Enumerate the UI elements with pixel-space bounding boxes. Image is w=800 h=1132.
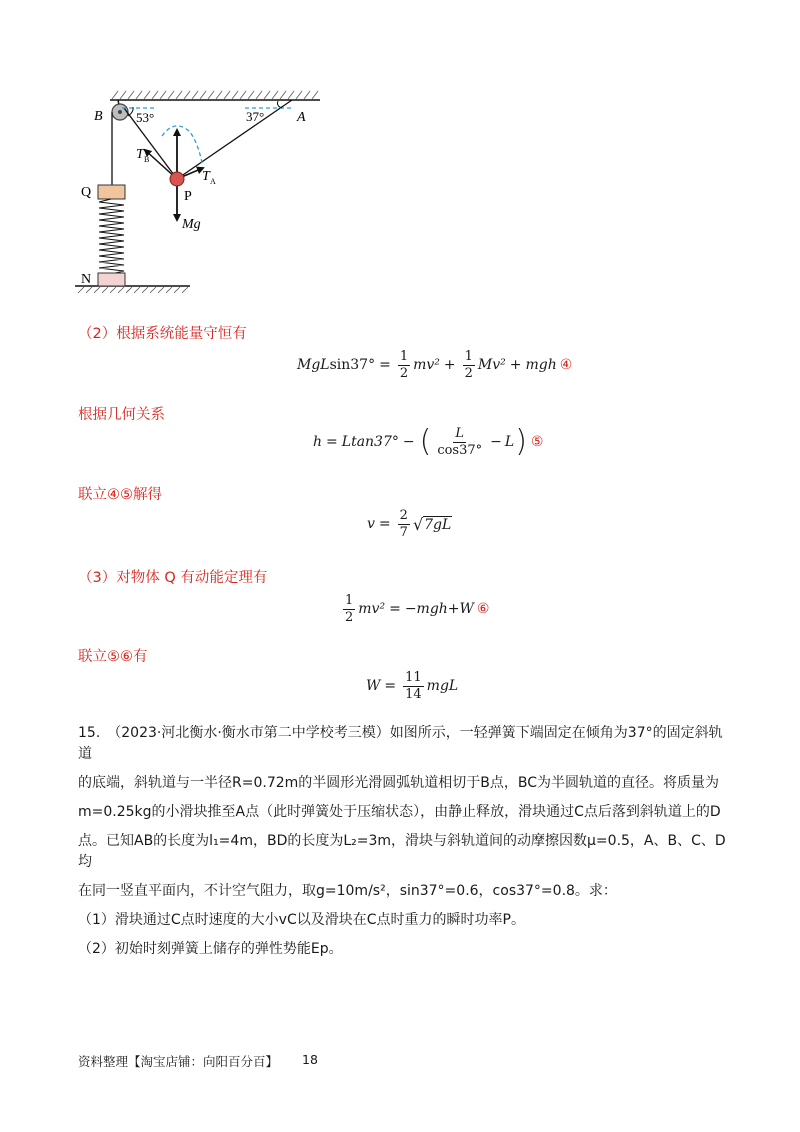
eqw-equals: = [384, 678, 397, 695]
question-2: （2）初始时刻弹簧上储存的弹性势能Ep。 [78, 941, 343, 957]
ground [75, 286, 190, 293]
problem-line-3: m=0.25kg的小滑块推至A点（此时弹簧处于压缩状态），由静止释放，滑块通过C点后落到斜轨道上的D [78, 804, 721, 820]
problem-line-4: 点。已知AB的长度为l₁=4m，BD的长度为L₂=3m，滑块与斜轨道间的动摩擦因数μ=0.5，A、B、C、D均 [78, 833, 726, 870]
eq5-equals: = [326, 434, 338, 451]
equation-w [366, 671, 458, 701]
block-q [98, 185, 125, 199]
eq6-term1: mv² [358, 601, 386, 618]
eq5-inner-minus: − [490, 434, 502, 451]
combine-heading-45: 联立④⑤解得 [78, 487, 162, 503]
eq4-term1: mv² [413, 357, 440, 374]
block-n [98, 273, 125, 286]
eq5-lparen: ( [419, 424, 432, 460]
sqrt-icon: √ [412, 514, 424, 534]
label-ta-sub: A [210, 177, 216, 186]
eq4-frac1: $\frac{1}{2}$ [399, 349, 409, 381]
label-b: B [94, 109, 103, 124]
part2-heading: （2）根据系统能量守恒有 [78, 326, 247, 342]
label-ta: T [202, 169, 210, 184]
eq4-lhs: MgL [297, 357, 330, 374]
label-angle-b: 53° [136, 110, 155, 125]
label-mg: Mg [182, 217, 201, 232]
eq4-plus1: + [443, 357, 456, 374]
eqv-equals: = [378, 516, 391, 533]
ceiling [110, 91, 320, 100]
footer-source: 资料整理【淘宝店铺：向阳百分百】 [78, 1054, 279, 1069]
eq4-sin: sin37° [329, 357, 376, 374]
rope-ap [177, 100, 292, 179]
physics-diagram [70, 88, 330, 303]
eq4-tag: ④ [559, 357, 573, 374]
eq4-term3: mgh [525, 357, 557, 374]
eqv-lhs: v [367, 516, 375, 533]
geometry-heading: 根据几何关系 [78, 407, 165, 423]
eq4-plus2: + [509, 357, 522, 374]
problem-15 [78, 723, 728, 960]
page-number: 18 [302, 1052, 318, 1067]
eq5-term1: Ltan37° [341, 434, 399, 451]
equation-v [367, 509, 452, 539]
eqw-frac: $\frac{11}{14}$ [405, 670, 422, 702]
eqv-frac: $\frac{2}{7}$ [399, 508, 408, 540]
eq6-equals: = [389, 601, 401, 618]
problem-line-1: 15. （2023·河北衡水·衡水市第二中学校考三模）如图所示，一轻弹簧下端固定在倾角为37°的固定斜轨道 [78, 725, 723, 762]
eq5-tag: ⑤ [530, 434, 544, 451]
eq5-inner-l: L [504, 434, 515, 451]
equation-4 [297, 350, 572, 380]
label-angle-a: 37° [246, 109, 265, 124]
eq6-rhs: −mgh+W [404, 601, 474, 618]
eq5-lhs: h [313, 434, 323, 451]
label-q: Q [81, 185, 92, 200]
question-1: （1）滑块通过C点时速度的大小vC以及滑块在C点时重力的瞬时功率P。 [78, 912, 525, 928]
label-tb-sub: B [144, 155, 150, 164]
eq5-frac: $\frac{L}{\cos 37^\circ}$ [437, 426, 483, 458]
eqv-root: 7gL [424, 516, 452, 533]
label-n: N [81, 272, 92, 287]
eq4-equals: = [379, 357, 391, 374]
eq5-minus: − [402, 434, 415, 451]
label-tb: T [136, 147, 144, 162]
label-p: P [184, 189, 192, 204]
eq4-frac2: $\frac{1}{2}$ [464, 349, 473, 381]
equation-6 [340, 594, 489, 624]
mass-p [170, 172, 184, 186]
eq4-term2: Mv² [477, 357, 506, 374]
equation-5 [313, 424, 544, 460]
eq6-frac: $\frac{1}{2}$ [345, 593, 354, 625]
eqw-rhs: mgL [426, 678, 459, 695]
problem-line-5: 在同一竖直平面内，不计空气阻力，取g=10m/s²，sin37°=0.6，cos37°=0.8。求： [78, 883, 617, 899]
part3-heading: （3）对物体 Q 有动能定理有 [78, 570, 268, 586]
spring [99, 199, 124, 274]
eq5-rparen: ) [515, 424, 527, 460]
eqw-lhs: W [366, 678, 381, 695]
label-a: A [297, 110, 306, 125]
problem-line-2: 的底端，斜轨道与一半径R=0.72m的半圆形光滑圆弧轨道相切于B点，BC为半圆轨道的直径。将质量为 [78, 775, 720, 791]
eq6-tag: ⑥ [476, 601, 490, 618]
combine-heading-56: 联立⑤⑥有 [78, 649, 148, 665]
